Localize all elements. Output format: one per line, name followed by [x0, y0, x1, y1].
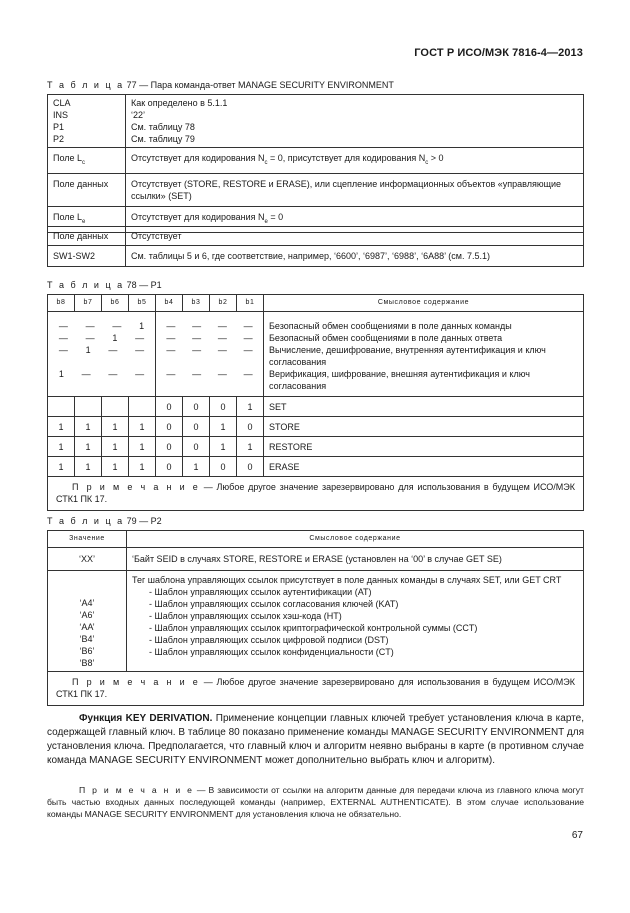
table78-caption: Т а б л и ц а 78 — P1 — [47, 280, 162, 290]
bits-hi-cell: — — — 1 — — 1 — — 1 — — 1 — — — — [48, 312, 156, 397]
table-row: Поле $L_c$ Отсутствует для кодирования $N_c = 0$, присутствует для кодирования $N_c > 0$ — [48, 148, 584, 174]
table77-caption: Т а б л и ц а 77 — Пара команда-ответ MANAGE SECURITY ENVIRONMENT — [47, 80, 394, 90]
table-header-row: Значение Смысловое содержание — [48, 531, 584, 548]
table-row: 1 1 1 1 0 0 1 1 RESTORE — [48, 437, 584, 457]
table-row: Поле $L_e$ Отсутствует для кодирования $N_e = 0$ — [48, 206, 584, 232]
value-cell: Как определено в 5.1.1 ‘22’ См. таблицу 78 См. таблицу 79 — [126, 95, 584, 148]
table-row: 1 1 1 1 0 0 1 0 STORE — [48, 417, 584, 437]
table-row: 0 0 0 1 SET — [48, 397, 584, 417]
table79-caption: Т а б л и ц а 79 — P2 — [47, 516, 162, 526]
body-paragraph: Функция KEY DERIVATION. Применение концепции главных ключей требует установления ключа в карте, содержащей главный ключ. В таблице 80 показано применение команды MANAGE SECURITY ENVIRONMENT для установления ключа. Предполагается, что главный ключ и алгоритм неявно выбраны в карте (в противном случае команда MANAGE SECURITY ENVIRONMENT может дополнительно выбрать ключ и алгоритм). — [47, 713, 584, 766]
body-note: П р и м е ч а н и е — В зависимости от ссылки на алгоритм данные для передачи ключа из главного ключа могут быть частью входных данных последующей команды (например, EXTERNAL AUTHENTICATE). В этом случае использование команды MANAGE SECURITY ENVIRONMENT для установления ключа не обязательно. — [47, 785, 584, 819]
table-row — [48, 95, 584, 148]
bits-lo-cell: — — — — — — — — — — — — — — — — — [156, 312, 264, 397]
page-number: 67 — [571, 830, 583, 841]
table79 — [47, 530, 584, 706]
table-row: Поле данных Отсутствует — [48, 227, 584, 246]
table78 — [47, 294, 584, 511]
param-cell: CLA INS P1 P2 — [48, 95, 126, 148]
table-row: ‘XX’ ‘Байт SEID в случаях STORE, RESTORE и ERASE (установлен на ‘00’ в случае GET SE) — [48, 548, 584, 571]
table-row: 1 1 1 1 0 1 0 0 ERASE — [48, 457, 584, 477]
table-row — [48, 312, 584, 397]
table-row: ‘A4’ ‘A6’ ‘AA’ ‘B4’ ‘B6’ ‘B8’ Тег шаблона управляющих ссылок присутствует в поле данных команды в случаях SET, или GET CRT - Шаблон управляющих ссылок аутентификации (AT) - Шаблон управляющих ссылок согласования ключей (KAT) - Шаблон управляющих ссылок хэш-кода (HT) - Шаблон управляющих ссылок криптографической контрольной суммы (CCT) - Шаблон управляющих ссылок цифровой подписи (DST) - Шаблон управляющих ссылок конфиденциальности (CT) — [48, 571, 584, 672]
table77-response — [47, 226, 584, 267]
table-note-row: П р и м е ч а н и е — Любое другое значение зарезервировано для использования в будущем ИСО/МЭК СТК1 ПК 17. — [48, 477, 584, 511]
meaning-cell: Безопасный обмен сообщениями в поле данных команды Безопасный обмен сообщениями в поле данных ответа Вычисление, дешифрование, внутренняя аутентификация и ключ согласования Верификация, шифрование, внешняя аутентификация и ключ согласования — [264, 312, 584, 397]
table-row: Поле данных Отсутствует (STORE, RESTORE и ERASE), или сцепление информационных объектов «управляющие ссылки» (SET) — [48, 173, 584, 206]
table-note-row: П р и м е ч а н и е — Любое другое значение зарезервировано для использования в будущем ИСО/МЭК СТК1 ПК 17. — [48, 672, 584, 706]
table-row: SW1-SW2 См. таблицы 5 и 6, где соответствие, например, ‘6600’, ‘6987’, ‘6988’, ‘6A88’ (см. 7.5.1) — [48, 246, 584, 267]
table-header-row: b8 b7 b6 b5 b4 b3 b2 b1 Смысловое содержание — [48, 295, 584, 312]
document-header: ГОСТ Р ИСО/МЭК 7816-4—2013 — [414, 47, 583, 59]
table77 — [47, 94, 584, 233]
